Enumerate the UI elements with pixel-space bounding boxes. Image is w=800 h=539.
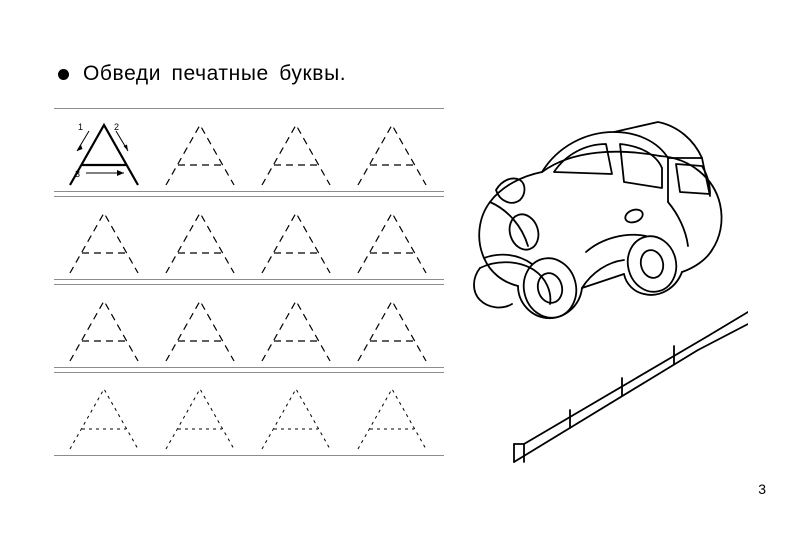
letter-trace-dotted [350, 381, 436, 455]
guideline-bottom [54, 367, 444, 368]
tracing-row [54, 284, 444, 368]
guideline-top [54, 108, 444, 109]
svg-text:2: 2 [114, 122, 120, 132]
letter-trace-dashed [350, 293, 436, 367]
letter-trace-dashed [62, 205, 148, 279]
letter-trace-dashed [158, 205, 244, 279]
tracing-row [54, 108, 444, 192]
guideline-top [54, 284, 444, 285]
letter-model-with-stroke-order [62, 117, 148, 191]
letter-trace-dashed [254, 205, 340, 279]
letter-trace-dotted [158, 381, 244, 455]
road-lines [514, 312, 748, 462]
car-illustration [462, 92, 748, 464]
letter-trace-dashed [350, 117, 436, 191]
guideline-bottom [54, 279, 444, 280]
tracing-worksheet [54, 108, 444, 458]
guideline-bottom [54, 191, 444, 192]
guideline-top [54, 196, 444, 197]
svg-text:3: 3 [75, 169, 81, 179]
tracing-row [54, 372, 444, 456]
car-side-trim [582, 202, 688, 288]
guideline-bottom [54, 455, 444, 456]
instruction-text: Обведи печатные буквы. [83, 62, 347, 85]
filled-circle-bullet-icon [58, 69, 69, 80]
letter-trace-dashed [254, 293, 340, 367]
letter-trace-dotted [62, 381, 148, 455]
letter-trace-dashed [254, 117, 340, 191]
page-number: 3 [758, 481, 766, 497]
letter-trace-dashed [158, 293, 244, 367]
car-front-details [474, 178, 550, 307]
letter-trace-dashed [158, 117, 244, 191]
letter-trace-dotted [254, 381, 340, 455]
guideline-top [54, 372, 444, 373]
tracing-row [54, 196, 444, 280]
instruction-line [58, 62, 346, 86]
letter-trace-dashed [350, 205, 436, 279]
letter-trace-dashed [62, 293, 148, 367]
svg-text:1: 1 [78, 122, 84, 132]
